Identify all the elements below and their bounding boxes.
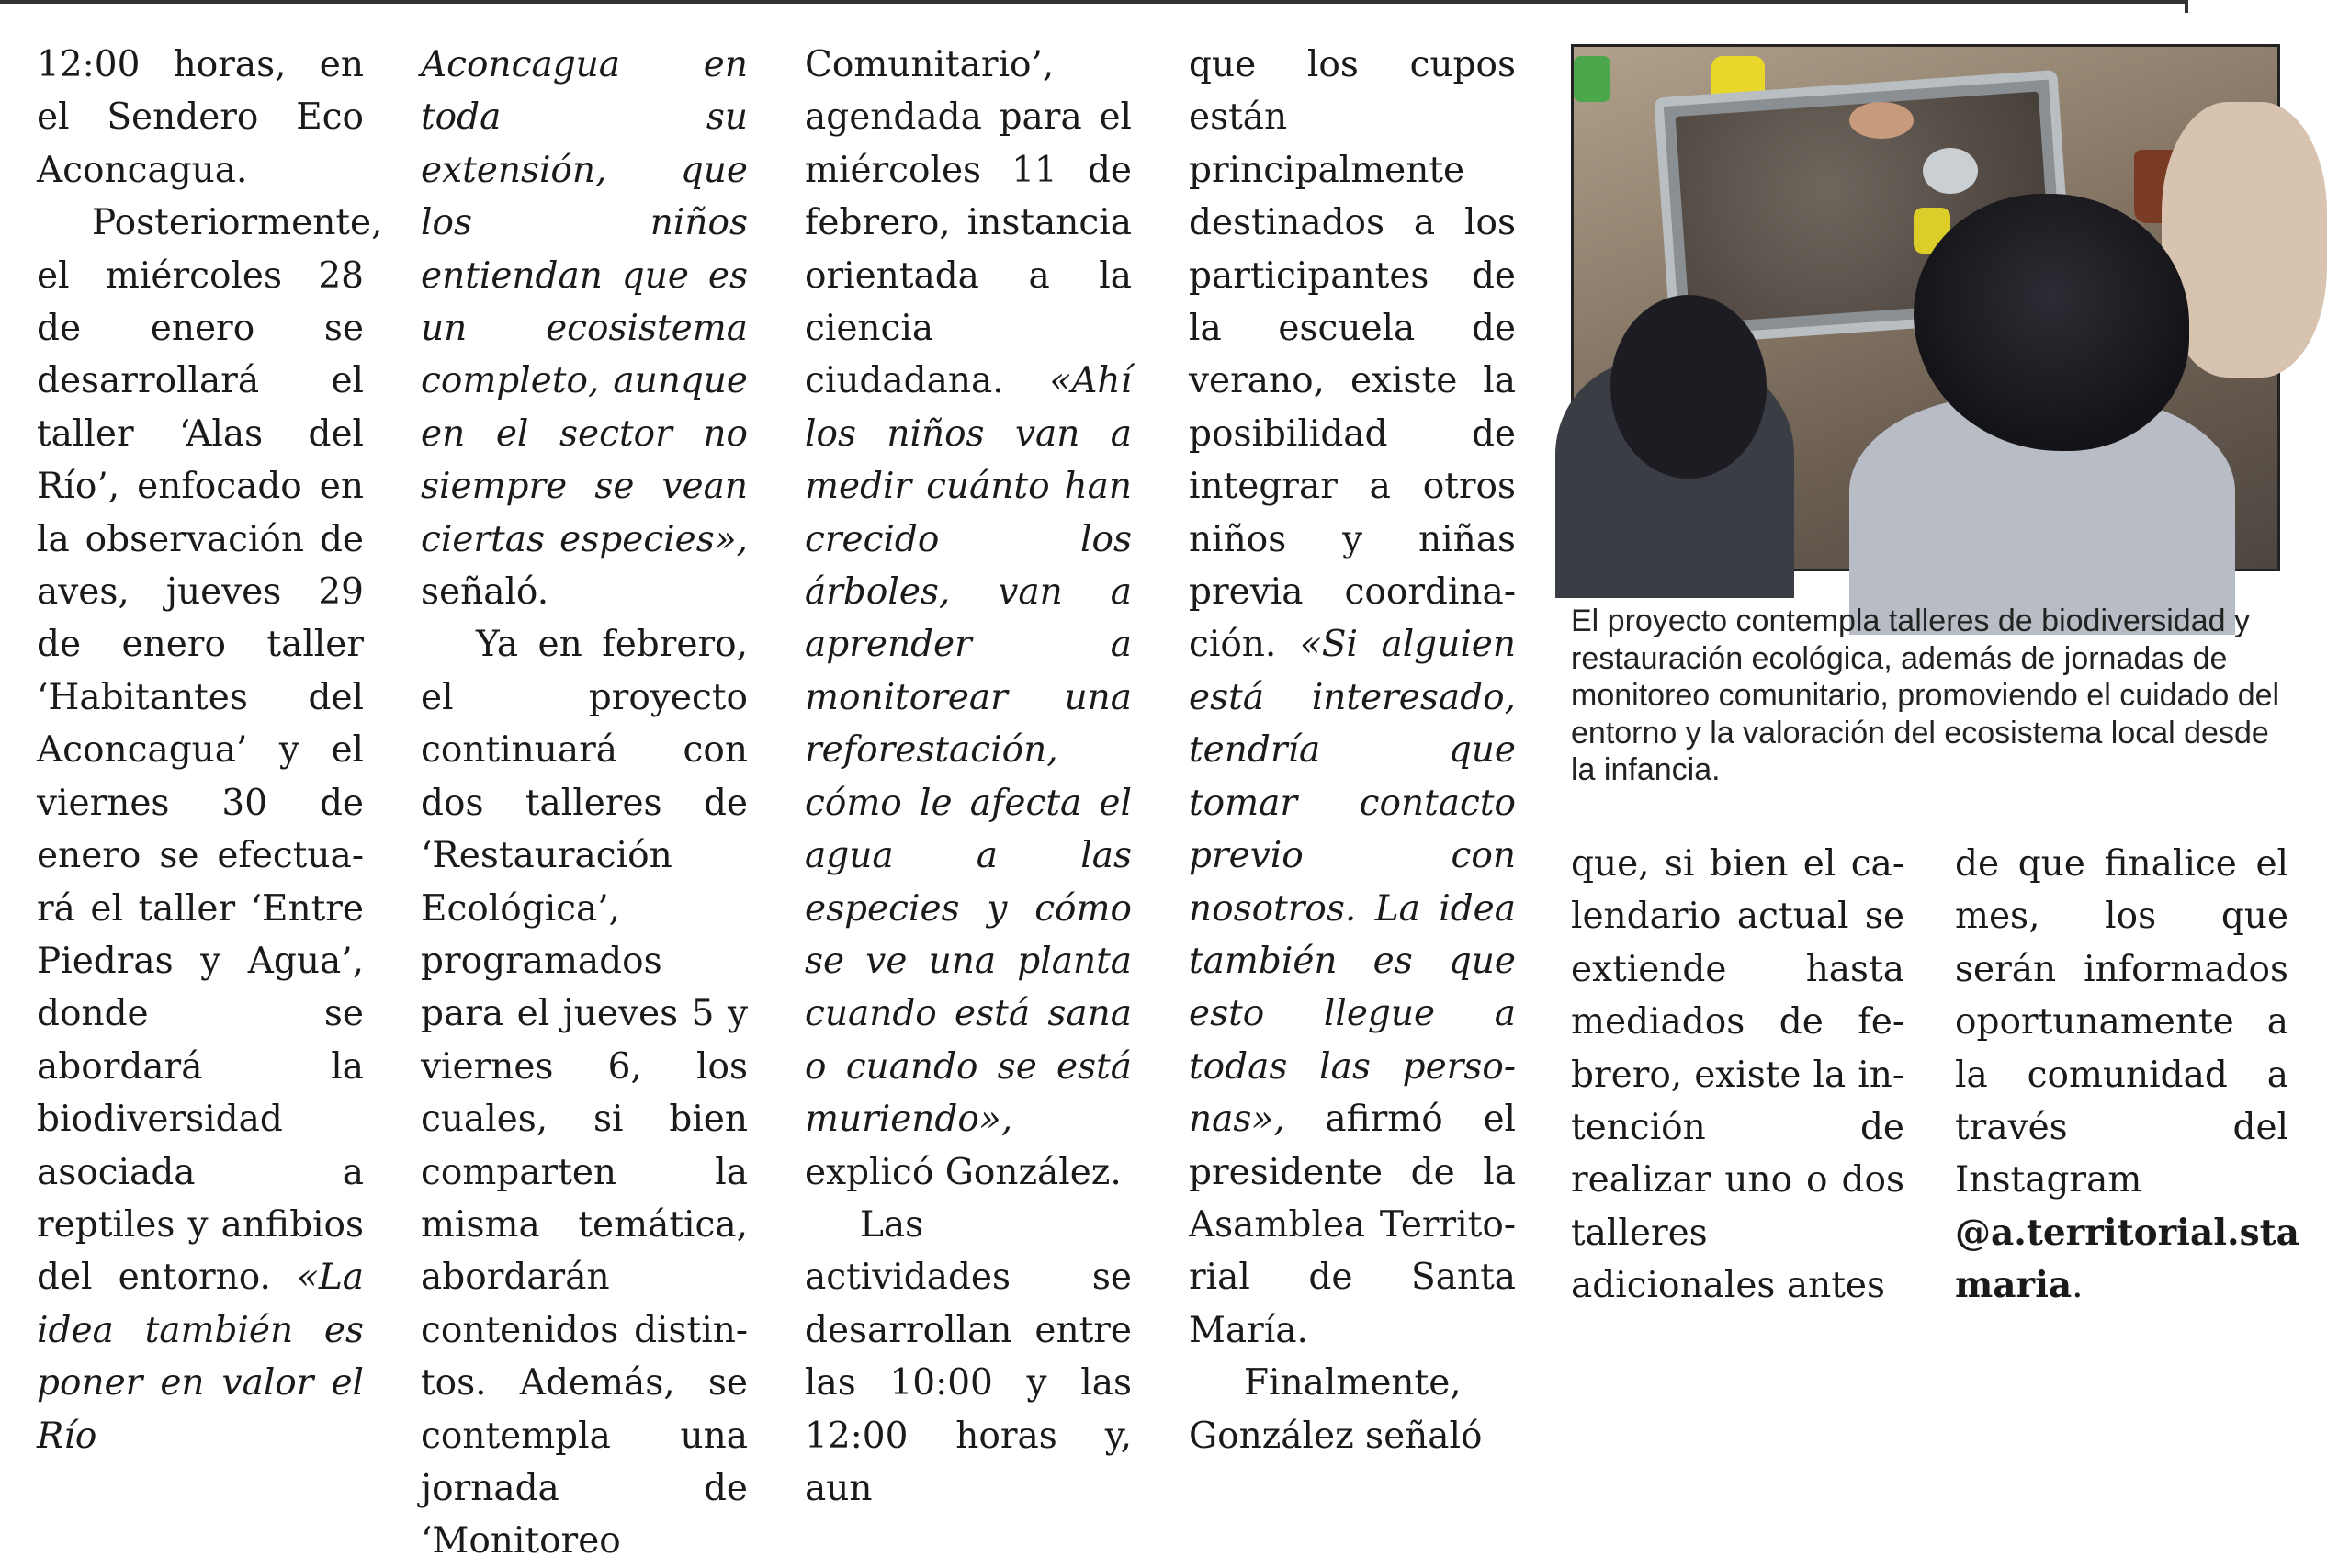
paragraph — [37, 197, 383, 1462]
body-text: de que finalice el mes, los que serán informados oportunamente a la comunidad a través del Instagram — [1955, 843, 2288, 1201]
body-text: Finalmente, González señaló — [1189, 1362, 1483, 1457]
article-column-2 — [421, 39, 748, 1562]
photo-hand — [1849, 102, 1914, 139]
body-text: Comunitario’, agendada para el miércoles 11 de febrero, instancia orientada a la ciencia ciudadana. — [805, 44, 1132, 402]
body-text: señaló. — [421, 571, 549, 614]
body-text: que los cupos están principalmente destinados a los participantes de la escuela de verano, existe la posibilidad de integrar a otros niños y niñas previa coordinación. — [1189, 44, 1516, 666]
article-column-6 — [1955, 838, 2299, 1307]
paragraph — [421, 618, 748, 1567]
paragraph — [1955, 838, 2299, 1313]
quote-text: Aconcagua en toda su extensión, que los niños entiendan que es un ecosistema completo, aunque en el sector no siempre se vean ciertas especies», — [421, 44, 748, 560]
top-rule — [0, 0, 2185, 4]
paragraph — [1571, 838, 1904, 1313]
paragraph — [421, 39, 748, 618]
paragraph — [1189, 1357, 1516, 1462]
body-text: Ya en febrero, el proyecto continuará con dos talleres de ‘Restauración Ecológica’, programados para el jueves 5 y viernes 6, los cuales, si bien comparten la misma temática, abordarán contenidos distintos. Además, se contempla una jornada de ‘Monitoreo — [421, 624, 748, 1562]
article-column-3 — [805, 39, 1132, 1509]
body-text: Posteriormente, el miércoles 28 de enero se desarrollará el taller ‘Alas del Río’, enfocado en la observación de aves, jueves 29 de enero taller ‘Habitantes del Aconcagua’ y el viernes 30 de enero se efectuará el taller ‘Entre Piedras y Agua’, donde se abordará la biodiversidad asociada a reptiles y anfibios del entorno. — [37, 202, 383, 1299]
article-column-1 — [37, 39, 383, 1457]
body-text: . — [2072, 1265, 2084, 1307]
body-text: 12:00 horas, en el Sendero Eco Aconcagua. — [37, 44, 364, 191]
paragraph — [1189, 39, 1516, 1357]
paragraph — [805, 39, 1132, 1199]
photo-caption: El proyecto contempla talleres de biodiversidad y restauración ecológica, además de jornadas de monitoreo comunitario, promoviendo el cuidado del entorno y la valoración del ecosistema local desde la infancia. — [1571, 604, 2280, 788]
photo-child-left-head — [1610, 295, 1767, 479]
quote-text: «Ahí los niños van a medir cuánto han crecido los árboles, van a aprender a monitorear una reforestación, cómo le afecta el agua a las especies y cómo se ve una planta cuando está sana o cuando se está muriendo», — [805, 360, 1132, 1141]
photo-green-cup — [1574, 56, 1610, 102]
body-text: que, si bien el calendario actual se extiende hasta mediados de febrero, existe la intención de realizar uno o dos talleres adicionales antes — [1571, 843, 1904, 1307]
quote-text: «Si alguien está interesado, tendría que tomar contacto previo con nosotros. La idea también es que esto llegue a todas las personas», — [1189, 624, 1516, 1141]
top-rule-tick — [2185, 0, 2188, 13]
paragraph — [805, 1199, 1132, 1515]
article-column-4 — [1189, 39, 1516, 1457]
photo-scoop — [1923, 148, 1978, 194]
body-text: afirmó el presidente de la Asamblea Territorial de Santa María. — [1189, 1099, 1516, 1351]
instagram-handle: @a.territorial.sta maria — [1955, 1211, 2299, 1307]
body-text: Las actividades se desarrollan entre las 10:00 y las 12:00 horas y, aun — [805, 1203, 1132, 1509]
article-column-5 — [1571, 838, 1904, 1307]
body-text: explicó González. — [805, 1151, 1122, 1193]
article-photo — [1571, 44, 2280, 571]
quote-text: «La idea también es poner en valor el Río — [37, 1257, 364, 1457]
paragraph — [37, 39, 364, 197]
